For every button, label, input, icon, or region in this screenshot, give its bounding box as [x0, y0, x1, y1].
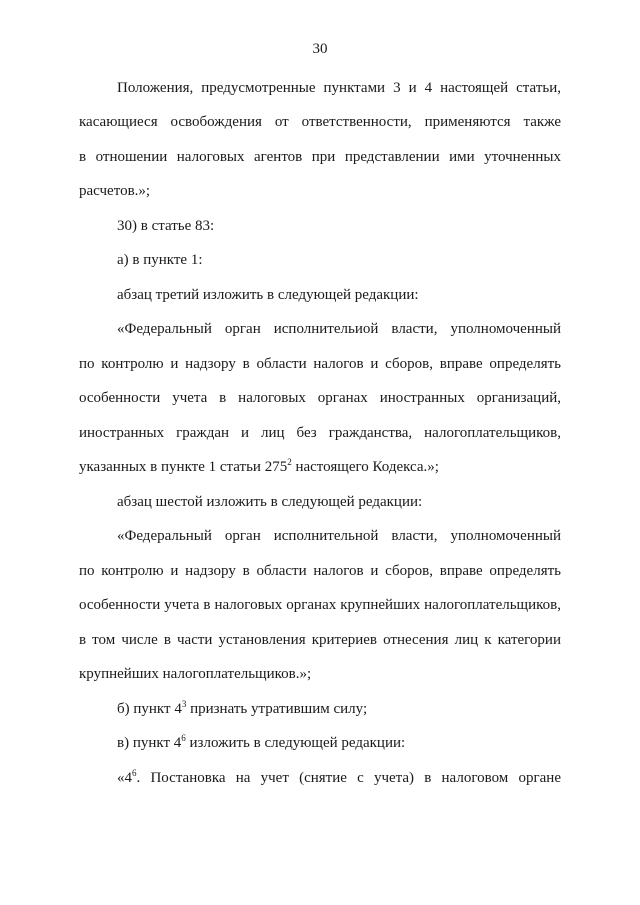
text-line: расчетов.»; [79, 183, 151, 199]
text-line: указанных в пункте 1 статьи $275^2$ настоящего Кодекса.»; [79, 457, 439, 475]
superscript: 6 [132, 768, 137, 778]
text-line: Положения, предусмотренные пунктами 3 и 4 настоящей статьи, [117, 80, 561, 96]
text-line: абзац шестой изложить в следующей редакции: [117, 494, 423, 510]
superscript: 2 [287, 457, 292, 467]
text-line: касающиеся освобождения от ответственности, применяются также [79, 114, 561, 130]
list-item: в) пункт $4^6$ изложить в следующей редакции: [117, 733, 406, 751]
text-line: в том числе в части установления критериев отнесения лиц к категории [79, 632, 561, 648]
text-line: «Федеральный орган исполнительной власти, уполномоченный [117, 528, 561, 544]
text-line: по контролю и надзору в области налогов и сборов, вправе определять [79, 356, 561, 372]
text-line: «Федеральный орган исполнительиой власти, уполномоченный [117, 321, 561, 337]
text-line: в отношении налоговых агентов при представлении ими уточненных [79, 149, 561, 165]
text-line: по контролю и надзору в области налогов и сборов, вправе определять [79, 563, 561, 579]
text-line: крупнейших налогоплательщиков.»; [79, 666, 312, 682]
text-line: «$4^6$. Постановка на учет (снятие с учета) в налоговом органе [117, 768, 561, 786]
superscript: 3 [181, 699, 187, 709]
text-line: иностранных граждан и лиц без гражданства, налогоплательщиков, [79, 425, 561, 441]
superscript: 6 [181, 733, 186, 743]
text-line: абзац третий изложить в следующей редакции: [117, 287, 419, 303]
list-item: 30) в статье 83: [117, 218, 215, 234]
text-line: особенности учета в налоговых органах иностранных организаций, [79, 390, 561, 406]
list-item: б) пункт $4^3$ признать утратившим силу; [117, 699, 368, 717]
text-line: особенности учета в налоговых органах крупнейших налогоплательщиков, [79, 597, 561, 613]
page-number: 30 [312, 41, 328, 57]
list-item: а) в пункте 1: [117, 252, 203, 268]
